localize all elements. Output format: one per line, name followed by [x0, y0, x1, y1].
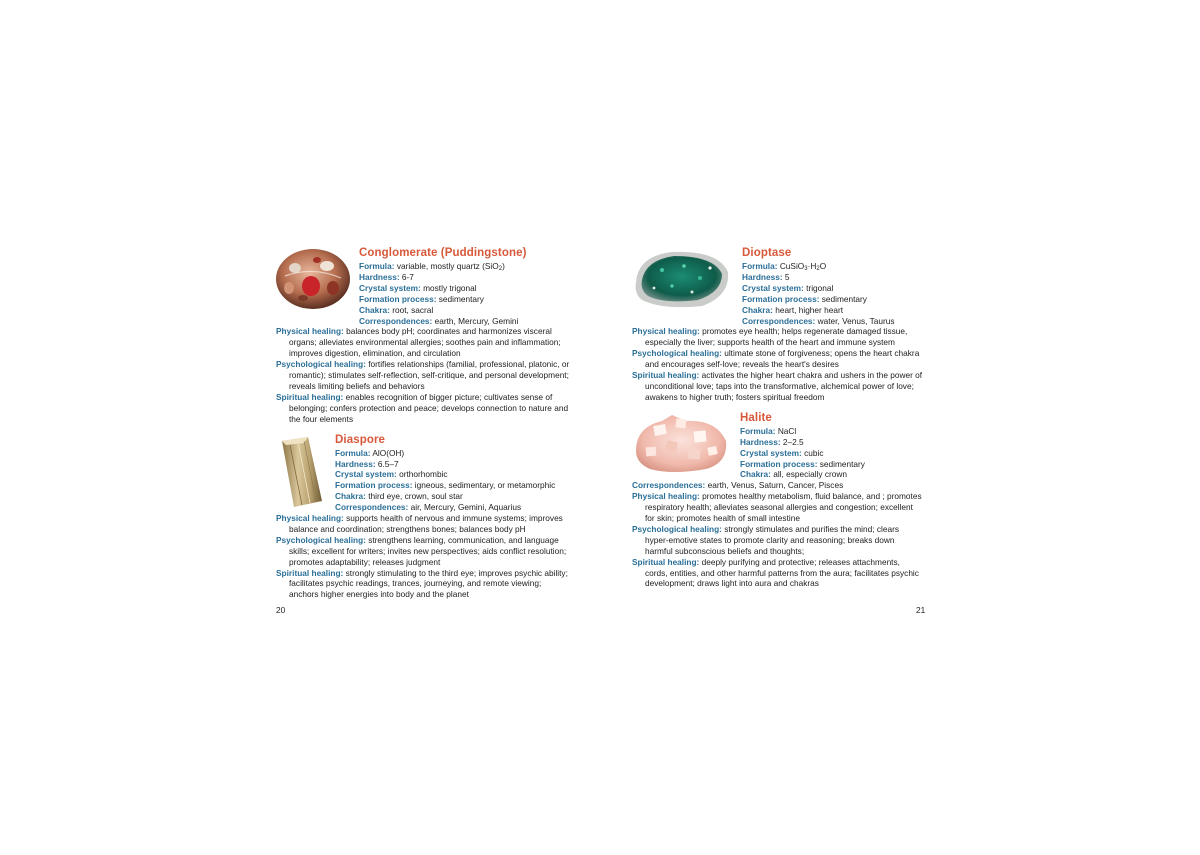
- chakra-label: Chakra:: [359, 304, 390, 315]
- formation-value: sedimentary: [438, 293, 484, 304]
- crystal-system-label: Crystal system:: [740, 447, 802, 458]
- spiritual-healing-label: Spiritual healing:: [632, 556, 700, 567]
- physical-healing-para: [276, 326, 570, 359]
- psychological-healing-label: Psychological healing:: [276, 359, 366, 370]
- crystal-system-label: Crystal system:: [359, 282, 421, 293]
- correspondences-line: [632, 480, 924, 491]
- chakra-value: third eye, crown, soul star: [368, 491, 463, 502]
- psychological-healing-text: ultimate stone of forgiveness; opens the heart chakra and encourages self-love; reveals the heart's desires: [645, 348, 920, 370]
- formula-value: variable, mostly quartz (SiO: [396, 261, 499, 271]
- hardness-line: [359, 272, 570, 283]
- entry-halite: [632, 411, 924, 590]
- correspondences-label: Correspondences:: [359, 315, 433, 326]
- formation-label: Formation process:: [335, 480, 413, 491]
- correspondences-line: [742, 316, 924, 327]
- spiritual-healing-text: enables recognition of bigger picture; cultivates sense of belonging; confers protection and peace; develops connection to nature and the four elements: [289, 391, 569, 424]
- formation-label: Formation process:: [359, 293, 437, 304]
- crystal-system-line: [742, 283, 924, 294]
- formation-value: igneous, sedimentary, or metamorphic: [414, 480, 556, 491]
- formation-value: sedimentary: [819, 458, 865, 469]
- spiritual-healing-label: Spiritual healing:: [632, 370, 700, 381]
- spiritual-healing-para: [276, 568, 570, 601]
- correspondences-value: air, Mercury, Gemini, Aquarius: [410, 502, 522, 513]
- correspondences-line: [335, 502, 570, 513]
- formation-line: [359, 294, 570, 305]
- formula-label: Formula:: [335, 447, 371, 458]
- formation-line: [742, 294, 924, 305]
- hardness-label: Hardness:: [740, 436, 781, 447]
- formation-label: Formation process:: [742, 293, 820, 304]
- dioptase-crystal-photo: [632, 248, 732, 310]
- crystal-system-line: [740, 448, 924, 459]
- formula-tail: O: [819, 261, 827, 271]
- entry-dioptase: [632, 246, 924, 403]
- left-page: [276, 246, 570, 600]
- chakra-value: root, sacral: [392, 304, 434, 315]
- entry-diaspore: [276, 433, 570, 601]
- chakra-label: Chakra:: [742, 304, 773, 315]
- chakra-line: [742, 305, 924, 316]
- formation-line: [740, 459, 924, 470]
- stone-name: Conglomerate (Puddingstone): [359, 247, 527, 259]
- hardness-line: [335, 459, 570, 470]
- formation-value: sedimentary: [821, 293, 867, 304]
- crystal-system-value: orthorhombic: [399, 469, 448, 480]
- correspondences-value: earth, Venus, Saturn, Cancer, Pisces: [707, 480, 844, 491]
- conglomerate-stone-photo: [275, 248, 351, 310]
- spiritual-healing-label: Spiritual healing:: [276, 567, 344, 578]
- correspondences-value: water, Venus, Taurus: [817, 315, 895, 326]
- chakra-label: Chakra:: [740, 469, 771, 480]
- crystal-system-line: [335, 469, 570, 480]
- stone-name: Halite: [740, 411, 772, 424]
- crystal-system-label: Crystal system:: [742, 282, 804, 293]
- spiritual-healing-para: [632, 370, 924, 403]
- halite-crystal-photo: [632, 411, 730, 475]
- correspondences-label: Correspondences:: [335, 502, 409, 513]
- psychological-healing-para: [276, 535, 570, 568]
- formula-value: CuSiO: [779, 261, 805, 271]
- formula-subscript: 3: [804, 266, 808, 272]
- psychological-healing-text: fortifies relationships (familial, professional, platonic, or romantic); stimulates self-reflection, self-critique, and personal development; reveals limiting beliefs and behaviors: [289, 359, 570, 391]
- physical-healing-para: [632, 326, 924, 348]
- formula-line: [359, 261, 570, 272]
- physical-healing-text: balances body pH; coordinates and harmonizes visceral organs; alleviates environmental allergies; soothes pain and inflammation; improves digestion, elimination, and circulation: [289, 326, 561, 359]
- chakra-label: Chakra:: [335, 491, 366, 502]
- formula-value: AlO(OH): [372, 447, 405, 458]
- correspondences-label: Correspondences:: [742, 315, 816, 326]
- psychological-healing-para: [632, 524, 924, 557]
- spiritual-healing-text: strongly stimulating to the third eye; improves psychic ability; facilitates psychic readings, trances, journeying, and remote viewing; anchors higher energies into body and the planet: [289, 567, 568, 600]
- hardness-line: [740, 437, 924, 448]
- spiritual-healing-text: deeply purifying and protective; releases attachments, cords, entities, and other harmful patterns from the aura; facilitates psychic development; draws light into aura and chakras: [645, 556, 919, 589]
- correspondences-label: Correspondences:: [632, 480, 706, 491]
- formula-line: [740, 426, 924, 437]
- hardness-label: Hardness:: [335, 458, 376, 469]
- hardness-value: 6-7: [401, 271, 414, 282]
- formula-line: [742, 261, 924, 272]
- crystal-system-label: Crystal system:: [335, 469, 397, 480]
- chakra-line: [740, 469, 924, 480]
- formula-subscript: 2: [816, 266, 820, 272]
- spiritual-healing-text: activates the higher heart chakra and ushers in the power of unconditional love; taps into the transformative, alchemical power of love; awakens to higher truth; fosters spiritual freedom: [645, 370, 923, 402]
- page-number-left: 20: [276, 605, 286, 615]
- physical-healing-para: [632, 491, 924, 524]
- formula-middle: ·H: [807, 261, 817, 271]
- physical-healing-label: Physical healing:: [276, 513, 344, 524]
- chakra-value: heart, higher heart: [775, 304, 844, 315]
- correspondences-value: earth, Mercury, Gemini: [434, 315, 519, 326]
- formula-value: NaCl: [777, 425, 797, 436]
- formula-label: Formula:: [742, 261, 778, 271]
- page-number-right: 21: [916, 605, 926, 615]
- physical-healing-label: Physical healing:: [632, 326, 700, 337]
- hardness-value: 5: [784, 271, 790, 282]
- crystal-system-value: trigonal: [806, 282, 834, 293]
- physical-healing-label: Physical healing:: [276, 326, 344, 337]
- entry-conglomerate: [276, 246, 570, 425]
- psychological-healing-text: strengthens learning, communication, and language skills; excellent for writers; invites new perspectives; aids conflict resolution; promotes adaptability; releases judgment: [289, 534, 567, 567]
- formula-tail: ): [502, 261, 505, 271]
- spiritual-healing-label: Spiritual healing:: [276, 391, 344, 402]
- psychological-healing-para: [276, 359, 570, 392]
- psychological-healing-text: strongly stimulates and purifies the mind; clears hyper-emotive states to promote clarity and reasoning; breaks down harmful subconscious beliefs and thoughts;: [645, 523, 899, 556]
- hardness-label: Hardness:: [742, 271, 783, 282]
- hardness-value: 6.5–7: [377, 458, 399, 469]
- psychological-healing-label: Psychological healing:: [632, 523, 722, 534]
- formula-line: [335, 448, 570, 459]
- hardness-value: 2–2.5: [782, 436, 804, 447]
- hardness-label: Hardness:: [359, 271, 400, 282]
- formula-label: Formula:: [740, 425, 776, 436]
- physical-healing-para: [276, 513, 570, 535]
- right-page: [632, 246, 924, 589]
- chakra-value: all, especially crown: [773, 469, 847, 480]
- hardness-line: [742, 272, 924, 283]
- spiritual-healing-para: [632, 557, 924, 590]
- formation-label: Formation process:: [740, 458, 818, 469]
- formula-subscript: 2: [498, 266, 503, 272]
- stone-name: Diaspore: [335, 433, 386, 446]
- spiritual-healing-para: [276, 392, 570, 425]
- formation-line: [335, 480, 570, 491]
- crystal-system-value: mostly trigonal: [423, 282, 477, 293]
- diaspore-crystal-photo: [276, 435, 326, 509]
- crystal-system-line: [359, 283, 570, 294]
- correspondences-line: [359, 316, 570, 327]
- physical-healing-label: Physical healing:: [632, 491, 700, 502]
- psychological-healing-label: Psychological healing:: [276, 534, 366, 545]
- physical-healing-text: promotes healthy metabolism, fluid balance, and ; promotes respiratory health; alleviates seasonal allergies and congestion; excellent for skin; promotes health of small intestine: [645, 491, 922, 524]
- chakra-line: [359, 305, 570, 316]
- stone-name: Dioptase: [742, 247, 792, 259]
- formula-label: Formula:: [359, 261, 395, 271]
- crystal-system-value: cubic: [804, 447, 824, 458]
- chakra-line: [335, 491, 570, 502]
- physical-healing-text: promotes eye health; helps regenerate damaged tissue, especially the liver; supports health of the heart and immune system: [645, 326, 908, 348]
- psychological-healing-para: [632, 348, 924, 370]
- physical-healing-text: supports health of nervous and immune systems; improves balance and coordination; strengthens bones; balances body pH: [289, 513, 563, 534]
- psychological-healing-label: Psychological healing:: [632, 348, 722, 359]
